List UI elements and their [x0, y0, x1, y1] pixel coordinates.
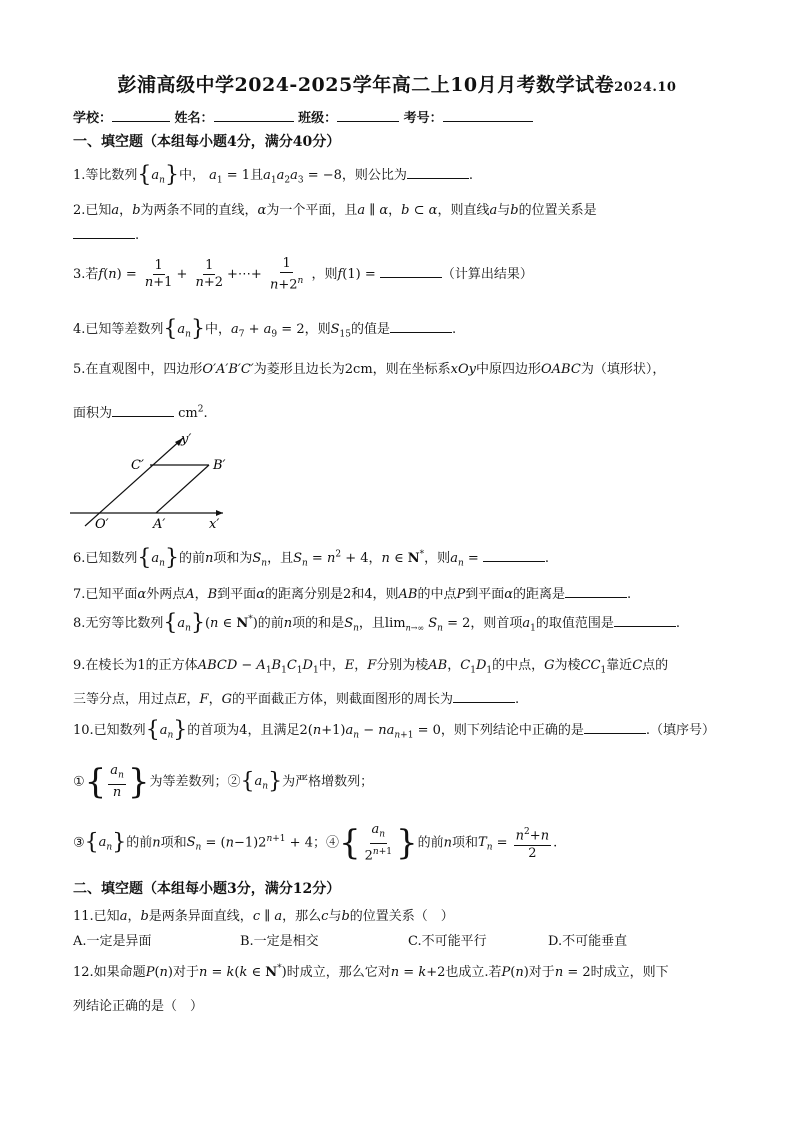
answer-blank[interactable]: [112, 402, 174, 417]
x-axis-arrow: [216, 510, 223, 516]
id-field[interactable]: [443, 107, 533, 122]
answer-blank[interactable]: [73, 224, 135, 239]
x-label: x′: [209, 517, 220, 532]
question-10: 10.已知数列$\{a_n\}$的首项为4，且满足$2(n+1)a_n - na_{n+1} = 0$，则下列结论中正确的是 .（填序号）: [73, 717, 716, 743]
answer-blank[interactable]: [390, 318, 452, 333]
point-c: C′: [131, 458, 144, 473]
section1-heading: 一、填空题（本组每小题4分，满分40分）: [73, 134, 341, 150]
question-11: 11.已知a，b是两条异面直线，c ∥ a，那么c与b的位置关系（ ）: [73, 909, 454, 924]
question-9: 9.在棱长为1的正方体ABCD − $A_1B_1C_1D_1$中，E，F分别为棱AB，$C_1D_1$的中点，G为棱$CC_1$靠近C点的: [73, 658, 669, 676]
question-1: 1.等比数列$\{a_n\}$中， $a_1 = 1$且$a_1a_2a_3 = -8$，则公比为 .: [73, 162, 474, 188]
point-o: O′: [95, 517, 109, 532]
page-title: 彭浦高级中学2024-2025学年高二上10月月考数学试卷2024.10: [117, 74, 677, 96]
question-3: 3.若f(n) = $\frac{1}{n+1}$ + $\frac{1}{n+2}$ +⋯+ $\frac{1}{n+2^n}$ ，则f(1) = （计算出结果）: [73, 256, 533, 293]
question-12: 12.如果命题P(n)对于n = k(k ∈ N*)时成立，那么它对n = k+2也成立.若P(n)对于n = 2时成立，则下: [73, 963, 669, 980]
section2-heading: 二、填空题（本组每小题3分，满分12分）: [73, 881, 341, 897]
y-label: y′: [181, 432, 192, 447]
question-8: 8.无穷等比数列$\{a_n\}(n$ ∈ N*)的前n项的和是$S_n$，且$\lim_{n\to\infty} S_n = 2$，则首项$a_1$的取值范围是 .: [73, 610, 681, 636]
question-10-options-1: ①{ $\frac{a_n}{n}$ }为等差数列；$②\{a_n\}$为严格增数列；: [73, 761, 374, 802]
q11-option-c[interactable]: C.不可能平行: [408, 934, 487, 949]
answer-blank[interactable]: [614, 612, 676, 627]
question-5: 5.在直观图中，四边形O′A′B′C′为菱形且边长为2cm，则在坐标系xOy中原四边形OABC为（填形状），: [73, 362, 666, 377]
exam-date: 2024.10: [614, 80, 677, 95]
q11-option-d[interactable]: D.不可能垂直: [548, 934, 628, 949]
question-10-options-2: $③\{a_n\}$的前n项和$S_n = (n-1)2^{n+1} + 4$；④{ $\frac{a_n}{2^{n+1}}$ }的前n项和$T_n$ = $\frac{n^2+n}{2}$ .: [73, 822, 558, 863]
question-9-line2: 三等分点，用过点E，F，G的平面截正方体，则截面图形的周长为 .: [73, 688, 519, 707]
class-field[interactable]: [337, 107, 399, 122]
answer-blank[interactable]: [407, 164, 469, 179]
point-a: A′: [153, 517, 166, 532]
question-5-line2: 面积为 $cm^2$.: [73, 402, 208, 421]
side-ab: [156, 465, 209, 513]
q11-option-a[interactable]: A.一定是异面: [73, 934, 152, 949]
question-6: 6.已知数列$\{a_n\}$的前n项和为$S_n$，且$S_n = n^2 + 4$，n ∈ N*，则$a_n$ = .: [73, 545, 550, 571]
answer-blank[interactable]: [584, 719, 646, 734]
question-7: 7.已知平面α外两点A，B到平面α的距离分别是2和4，则AB的中点P到平面α的距离是 .: [73, 583, 631, 602]
answer-blank[interactable]: [453, 688, 515, 703]
question-4: 4.已知等差数列$\{a_n\}$中，$a_7 + a_9 = 2$，则$S_{15}$的值是 .: [73, 316, 457, 342]
question-2-answer: .: [73, 224, 139, 243]
question-12-line2: 列结论正确的是（ ）: [73, 999, 204, 1014]
oblique-figure: [65, 428, 235, 533]
question-2: 2.已知a，b为两条不同的直线，α为一个平面，且a ∥ α，b ⊂ α，则直线a与b的位置关系是: [73, 203, 597, 218]
name-field[interactable]: [214, 107, 294, 122]
answer-blank[interactable]: [483, 547, 545, 562]
answer-blank[interactable]: [565, 583, 627, 598]
q11-option-b[interactable]: B.一定是相交: [240, 934, 319, 949]
info-row: 学校： 姓名： 班级： 考号：: [73, 107, 533, 126]
school-field[interactable]: [112, 107, 170, 122]
point-b: B′: [213, 458, 226, 473]
answer-blank[interactable]: [380, 263, 442, 278]
